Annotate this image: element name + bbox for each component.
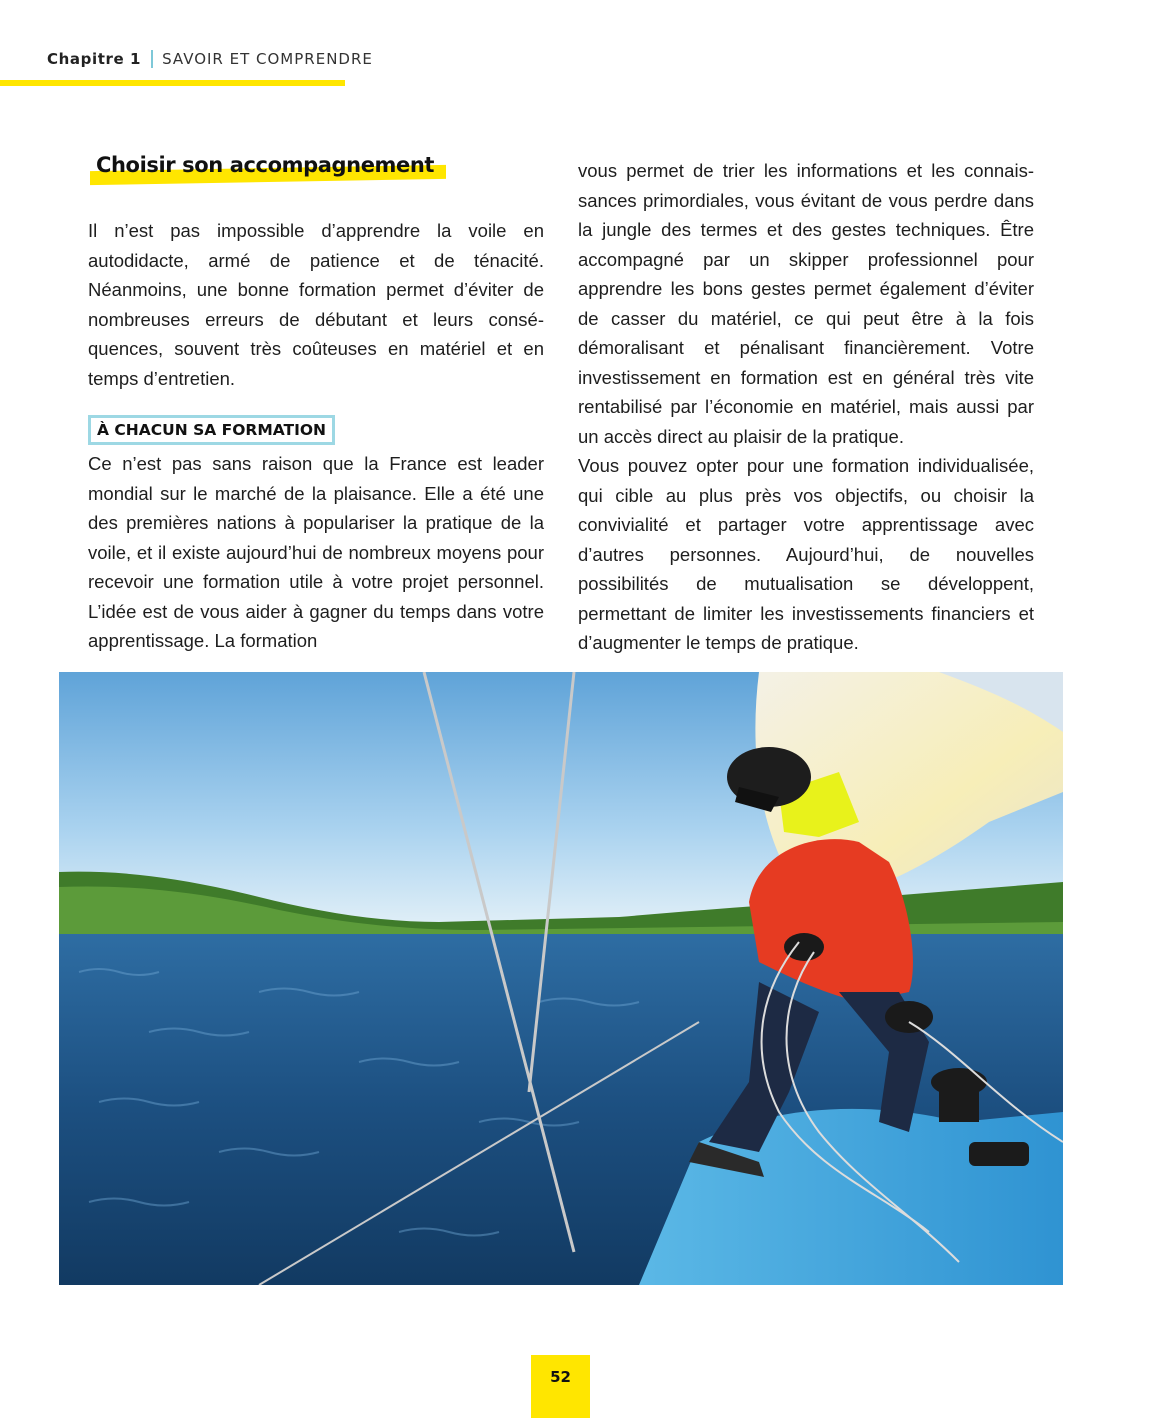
- right-column: [578, 156, 1034, 658]
- body-paragraph-right-1: vous permet de trier les informations et les connaissances primordiales, vous évitant de vous perdre dans la jungle des termes et des gestes techniques. Être accompagné par un skipper professionnel pour apprendre les bons gestes permet également d’éviter de casser du matériel, ce qui peut être à la fois démoralisant et pénalisant financièrement. Votre investissement en formation est en général très vite rentabilisé par l’économie en matériel, mais aussi par un accès direct au plaisir de la pratique.: [578, 160, 1034, 447]
- header-separator: [151, 50, 153, 68]
- chapter-label: Chapitre 1: [47, 50, 142, 68]
- section-title-text: Choisir son accompagnement: [96, 153, 435, 177]
- sailing-photo-illustration: [59, 672, 1063, 1285]
- body-paragraph-right-2: Vous pouvez opter pour une formation individualisée, qui cible au plus près vos objectifs, ou choisir la convivialité et partager votre apprentissage avec d’autres personnes. Aujourd’hui, de nouvelles possibilités de mutualisation se développent, permettant de limiter les investissements financiers et d’augmenter le temps de pratique.: [578, 455, 1034, 653]
- section-title: [90, 150, 440, 182]
- page-number: 52: [531, 1355, 590, 1418]
- subheading-text: À CHACUN SA FORMATION: [97, 421, 327, 439]
- sailing-photo: [59, 672, 1063, 1285]
- subheading-box: [88, 415, 335, 445]
- body-paragraph-left: Ce n’est pas sans raison que la France est leader mondial sur le marché de la plaisance. Elle a été une des premières nations à populariser la pratique de la voile, et il existe aujourd’hui de nombreux moyens pour recevoir une formation utile à votre projet personnel. L’idée est de vous aider à gagner du temps dans votre apprentissage. La formation: [88, 453, 544, 651]
- intro-paragraph: Il n’est pas impossible d’apprendre la voile en autodidacte, armé de patience et de ténacité. Néanmoins, une bonne formation permet d’éviter de nombreuses erreurs de débutant et leurs conséquences, souvent très coûteuses en matériel et en temps d’entretien.: [88, 220, 544, 389]
- section-label: SAVOIR ET COMPRENDRE: [162, 50, 373, 68]
- running-header: [47, 50, 373, 68]
- left-column: [88, 150, 544, 656]
- header-rule: [0, 80, 345, 86]
